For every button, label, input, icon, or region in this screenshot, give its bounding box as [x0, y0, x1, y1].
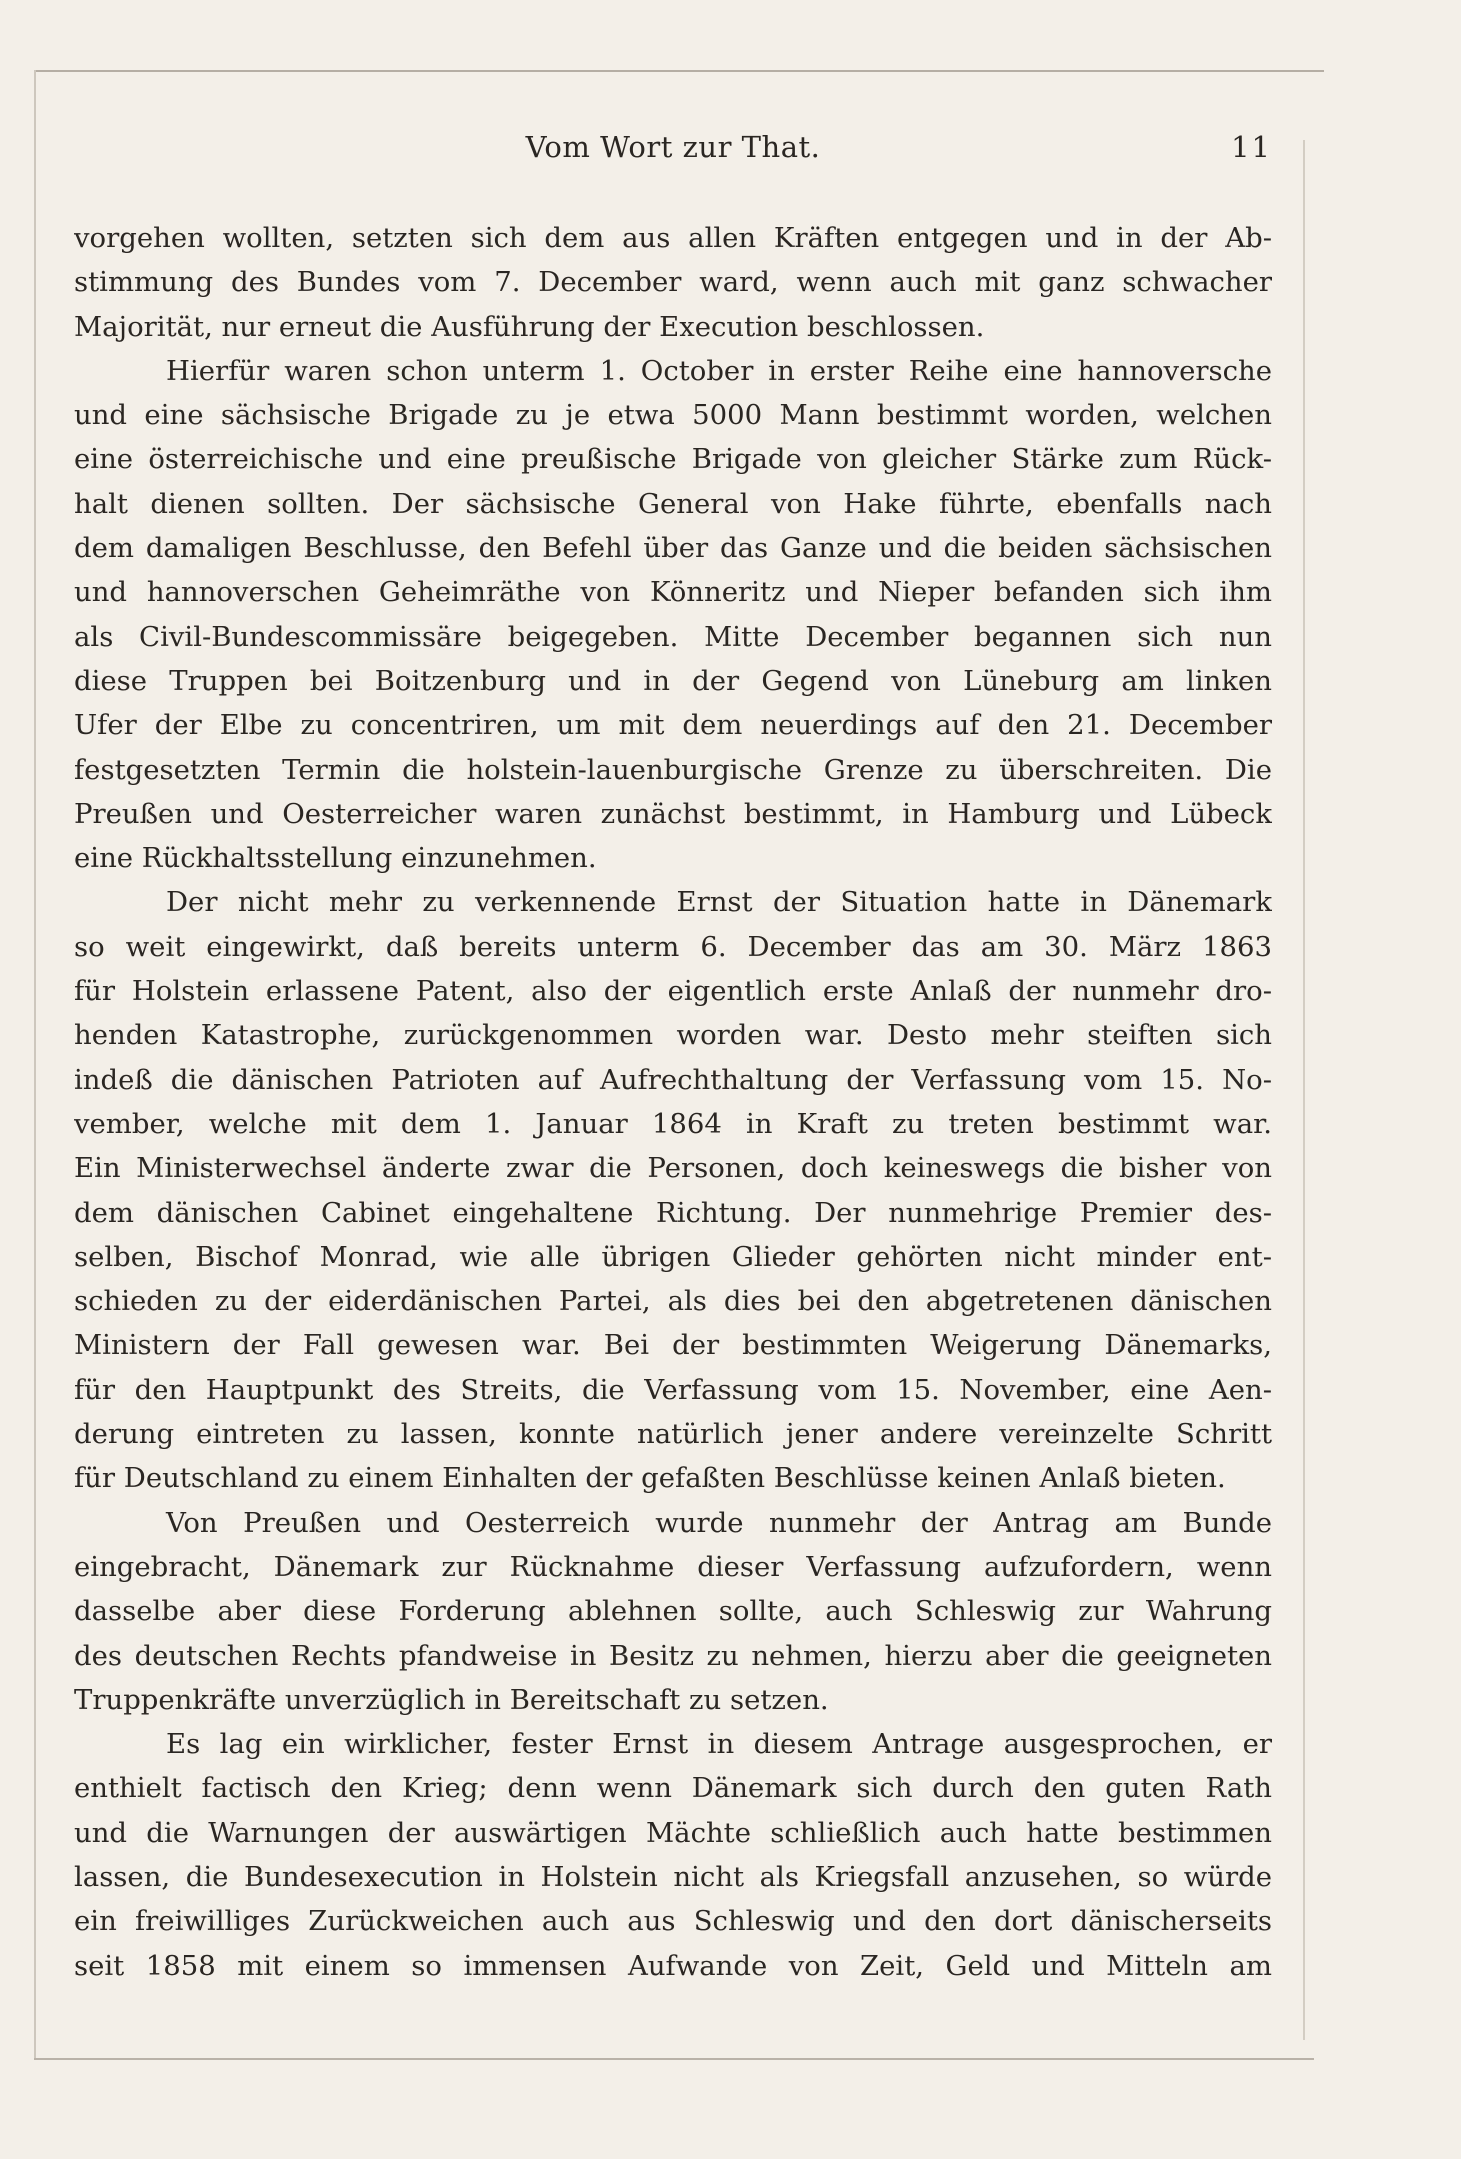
paragraph-first-line: Der nicht mehr zu verkennende Ernst der Situation hatte in Dänemark [166, 886, 1272, 919]
text-line: seit 1858 mit einem so immensen Aufwande von Zeit, Geld und Mitteln am [74, 1949, 1272, 1982]
text-line: Ministern der Fall gewesen war. Bei der bestimmten Weigerung Dänemarks, [74, 1329, 1272, 1362]
bottom-border-rule [34, 2058, 1314, 2060]
text-line: vember, welche mit dem 1. Januar 1864 in Kraft zu treten bestimmt war. [74, 1107, 1272, 1140]
running-head [74, 130, 1272, 174]
text-line: Majorität, nur erneut die Ausführung der Execution beschlossen. [74, 310, 985, 343]
text-line: henden Katastrophe, zurückgenommen worden war. Desto mehr steiften sich [74, 1019, 1272, 1052]
text-line: vorgehen wollten, setzten sich dem aus allen Kräften entgegen und in der Ab- [74, 222, 1272, 254]
text-line: ein freiwilliges Zurückweichen auch aus Schleswig und den dort dänischerseits [74, 1905, 1272, 1938]
text-line: so weit eingewirkt, daß bereits unterm 6. December das am 30. März 1863 [74, 930, 1272, 963]
body-text [74, 216, 1272, 1988]
paragraph-first-line: Hierfür waren schon unterm 1. October in erster Reihe eine hannoversche [166, 354, 1272, 387]
running-title: Vom Wort zur That. [525, 130, 821, 164]
text-line: selben, Bischof Monrad, wie alle übrigen Glieder gehörten nicht minder ent- [74, 1240, 1272, 1273]
paragraph-first-line: Es lag ein wirklicher, fester Ernst in diesem Antrage ausgesprochen, er [166, 1728, 1272, 1761]
text-line: stimmung des Bundes vom 7. December ward, wenn auch mit ganz schwacher [74, 266, 1272, 299]
text-line: dasselbe aber diese Forderung ablehnen sollte, auch Schleswig zur Wahrung [74, 1595, 1272, 1628]
text-line: und eine sächsische Brigade zu je etwa 5000 Mann bestimmt worden, welchen [74, 399, 1272, 432]
text-line: Truppenkräfte unverzüglich in Bereitschaft zu setzen. [74, 1683, 829, 1716]
text-line: indeß die dänischen Patrioten auf Aufrechthaltung der Verfassung vom 15. No- [74, 1063, 1272, 1096]
text-line: und die Warnungen der auswärtigen Mächte schließlich auch hatte bestimmen [74, 1816, 1272, 1849]
text-line: lassen, die Bundesexecution in Holstein nicht als Kriegsfall anzusehen, so würde [74, 1860, 1272, 1893]
text-line: Ufer der Elbe zu concentriren, um mit dem neuerdings auf den 21. December [74, 709, 1272, 742]
text-line: dem dänischen Cabinet eingehaltene Richtung. Der nunmehrige Premier des- [74, 1196, 1272, 1229]
paragraph-first-line: Von Preußen und Oesterreich wurde nunmehr der Antrag am Bunde [166, 1506, 1272, 1539]
text-line: derung eintreten zu lassen, konnte natürlich jener andere vereinzelte Schritt [74, 1418, 1272, 1451]
text-line: festgesetzten Termin die holstein-lauenburgische Grenze zu überschreiten. Die [74, 753, 1272, 786]
text-line: halt dienen sollten. Der sächsische General von Hake führte, ebenfalls nach [74, 487, 1272, 520]
page-number: 11 [1231, 130, 1272, 164]
right-border-rule [1303, 140, 1305, 2040]
text-line: als Civil-Bundescommissäre beigegeben. Mitte December begannen sich nun [74, 620, 1272, 653]
text-line: enthielt factisch den Krieg; denn wenn Dänemark sich durch den guten Rath [74, 1772, 1272, 1805]
text-line: eine österreichische und eine preußische Brigade von gleicher Stärke zum Rück- [74, 443, 1272, 476]
text-line: des deutschen Rechts pfandweise in Besitz zu nehmen, hierzu aber die geeigneten [74, 1639, 1272, 1672]
text-line: schieden zu der eiderdänischen Partei, als dies bei den abgetretenen dänischen [74, 1285, 1272, 1318]
left-border-rule [34, 70, 36, 2060]
text-line: eine Rückhaltsstellung einzunehmen. [74, 842, 597, 875]
text-line: Ein Ministerwechsel änderte zwar die Personen, doch keineswegs die bisher von [74, 1152, 1272, 1185]
top-border-rule [34, 70, 1324, 72]
text-line: Preußen und Oesterreicher waren zunächst bestimmt, in Hamburg und Lübeck [74, 797, 1272, 830]
text-line: diese Truppen bei Boitzenburg und in der Gegend von Lüneburg am linken [74, 664, 1272, 697]
text-line: und hannoverschen Geheimräthe von Könneritz und Nieper befanden sich ihm [74, 576, 1272, 609]
text-line: eingebracht, Dänemark zur Rücknahme dieser Verfassung aufzufordern, wenn [74, 1550, 1272, 1583]
text-line: für Deutschland zu einem Einhalten der gefaßten Beschlüsse keinen Anlaß bieten. [74, 1462, 1226, 1495]
text-line: für Holstein erlassene Patent, also der eigentlich erste Anlaß der nunmehr dro- [74, 975, 1272, 1008]
text-line: für den Hauptpunkt des Streits, die Verfassung vom 15. November, eine Aen- [74, 1373, 1272, 1406]
text-line: dem damaligen Beschlusse, den Befehl über das Ganze und die beiden sächsischen [74, 532, 1272, 565]
